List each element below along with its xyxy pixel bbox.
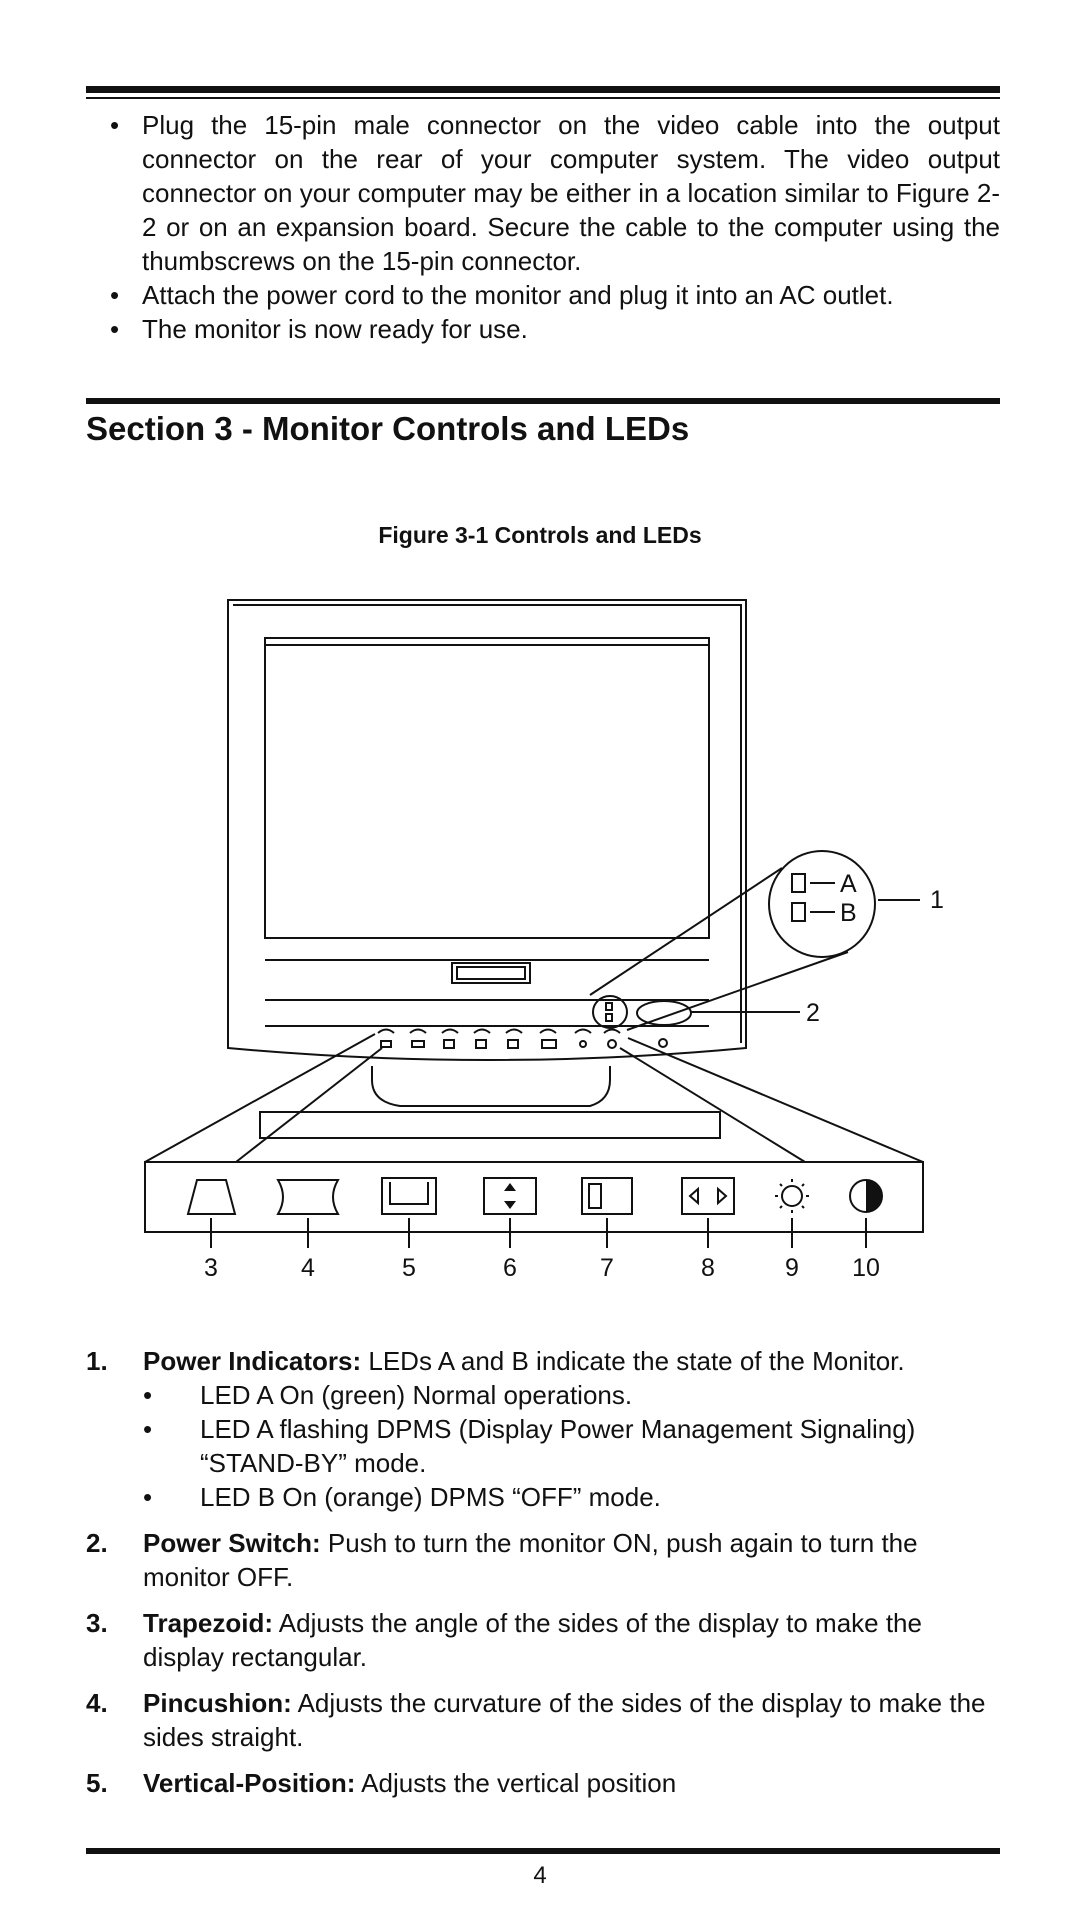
monitor-stand-neck [372,1066,610,1106]
bullet-text: Plug the 15-pin male connector on the video cable into the output connector on the rear of your computer system. The video output connector on your computer may be either in a location similar to Figure 2-2 or on an expansion board. Secure the cable to the computer using the thumbscrews on the 15-pin connector. [142,110,1000,276]
control-number: 3 [204,1254,218,1282]
monitor-screen [265,638,709,938]
item-number: 3. [86,1608,108,1638]
sub-item-text: LED A On (green) Normal operations. [200,1380,633,1410]
led-b-label: B [840,899,857,927]
item-text: Push to turn the monitor ON, push again to turn the monitor OFF. [143,1528,918,1592]
sub-item [143,1412,1000,1480]
control-number: 4 [301,1254,315,1282]
control-number: 8 [701,1254,715,1282]
section-title: Section 3 - Monitor Controls and LEDs [86,410,690,447]
bullet-text: Attach the power cord to the monitor and plug it into an AC outlet. [142,280,894,310]
pincushion-icon [278,1180,338,1214]
control-number: 6 [503,1254,517,1282]
bullet-symbol: • [110,110,120,140]
bullet-symbol: • [143,1380,153,1410]
page-number: 4 [533,1862,547,1889]
item-title: Trapezoid: [143,1608,274,1638]
item-title: Pincushion: [143,1688,292,1718]
controls-description-list [86,1344,1000,1812]
monitor-stand-base [260,1112,720,1138]
control-number: 9 [785,1254,799,1282]
control-number: 10 [852,1254,880,1282]
led-a-label: A [840,870,857,898]
control-number: 5 [402,1254,416,1282]
item-number: 4. [86,1688,108,1718]
item-number: 2. [86,1528,108,1558]
item-text: LEDs A and B indicate the state of the Monitor. [361,1346,905,1376]
item-number: 1. [86,1346,108,1376]
top-rule [86,86,1000,93]
figure-caption: Figure 3-1 Controls and LEDs [378,522,702,548]
monitor-bezel-inner [233,605,741,1043]
monitor-diagram [0,590,1080,1290]
list-item [110,108,1000,278]
list-item [110,312,1000,346]
item-number: 5. [86,1768,108,1798]
list-item [110,278,1000,312]
bullet-text: The monitor is now ready for use. [142,314,528,344]
list-item [86,1686,1000,1754]
item-title: Power Indicators: [143,1346,362,1376]
item-title: Vertical-Position: [143,1768,356,1798]
sub-item-text: LED B On (orange) DPMS “OFF” mode. [200,1482,661,1512]
bullet-symbol: • [143,1482,153,1512]
power-switch [637,1001,691,1025]
control-number: 7 [600,1254,614,1282]
list-item [86,1344,1000,1514]
bullet-symbol: • [110,314,120,344]
sub-item [143,1378,1000,1412]
item-title: Power Switch: [143,1528,321,1558]
callout-number: 1 [930,886,944,914]
item-text: Adjusts the vertical position [355,1768,677,1798]
callout-number: 2 [806,999,820,1027]
monitor-bezel [228,600,746,1060]
intro-bullet-list [110,108,1000,346]
sub-item-text: LED A flashing DPMS (Display Power Management Signaling) “STAND-BY” mode. [200,1414,916,1478]
top-rule-thin [86,97,1000,99]
bullet-symbol: • [110,280,120,310]
list-item [86,1606,1000,1674]
footer-rule [86,1848,1000,1854]
item-text: Adjusts the curvature of the sides of the display to make the sides straight. [143,1688,986,1752]
bullet-symbol: • [143,1414,153,1444]
trapezoid-icon [188,1180,235,1214]
led-zoom-circle [769,851,875,957]
sub-item [143,1480,1000,1514]
brightness-icon [782,1186,802,1206]
list-item [86,1766,1000,1800]
section-rule [86,398,1000,404]
item-text: Adjusts the angle of the sides of the display to make the display rectangular. [143,1608,922,1672]
list-item [86,1526,1000,1594]
